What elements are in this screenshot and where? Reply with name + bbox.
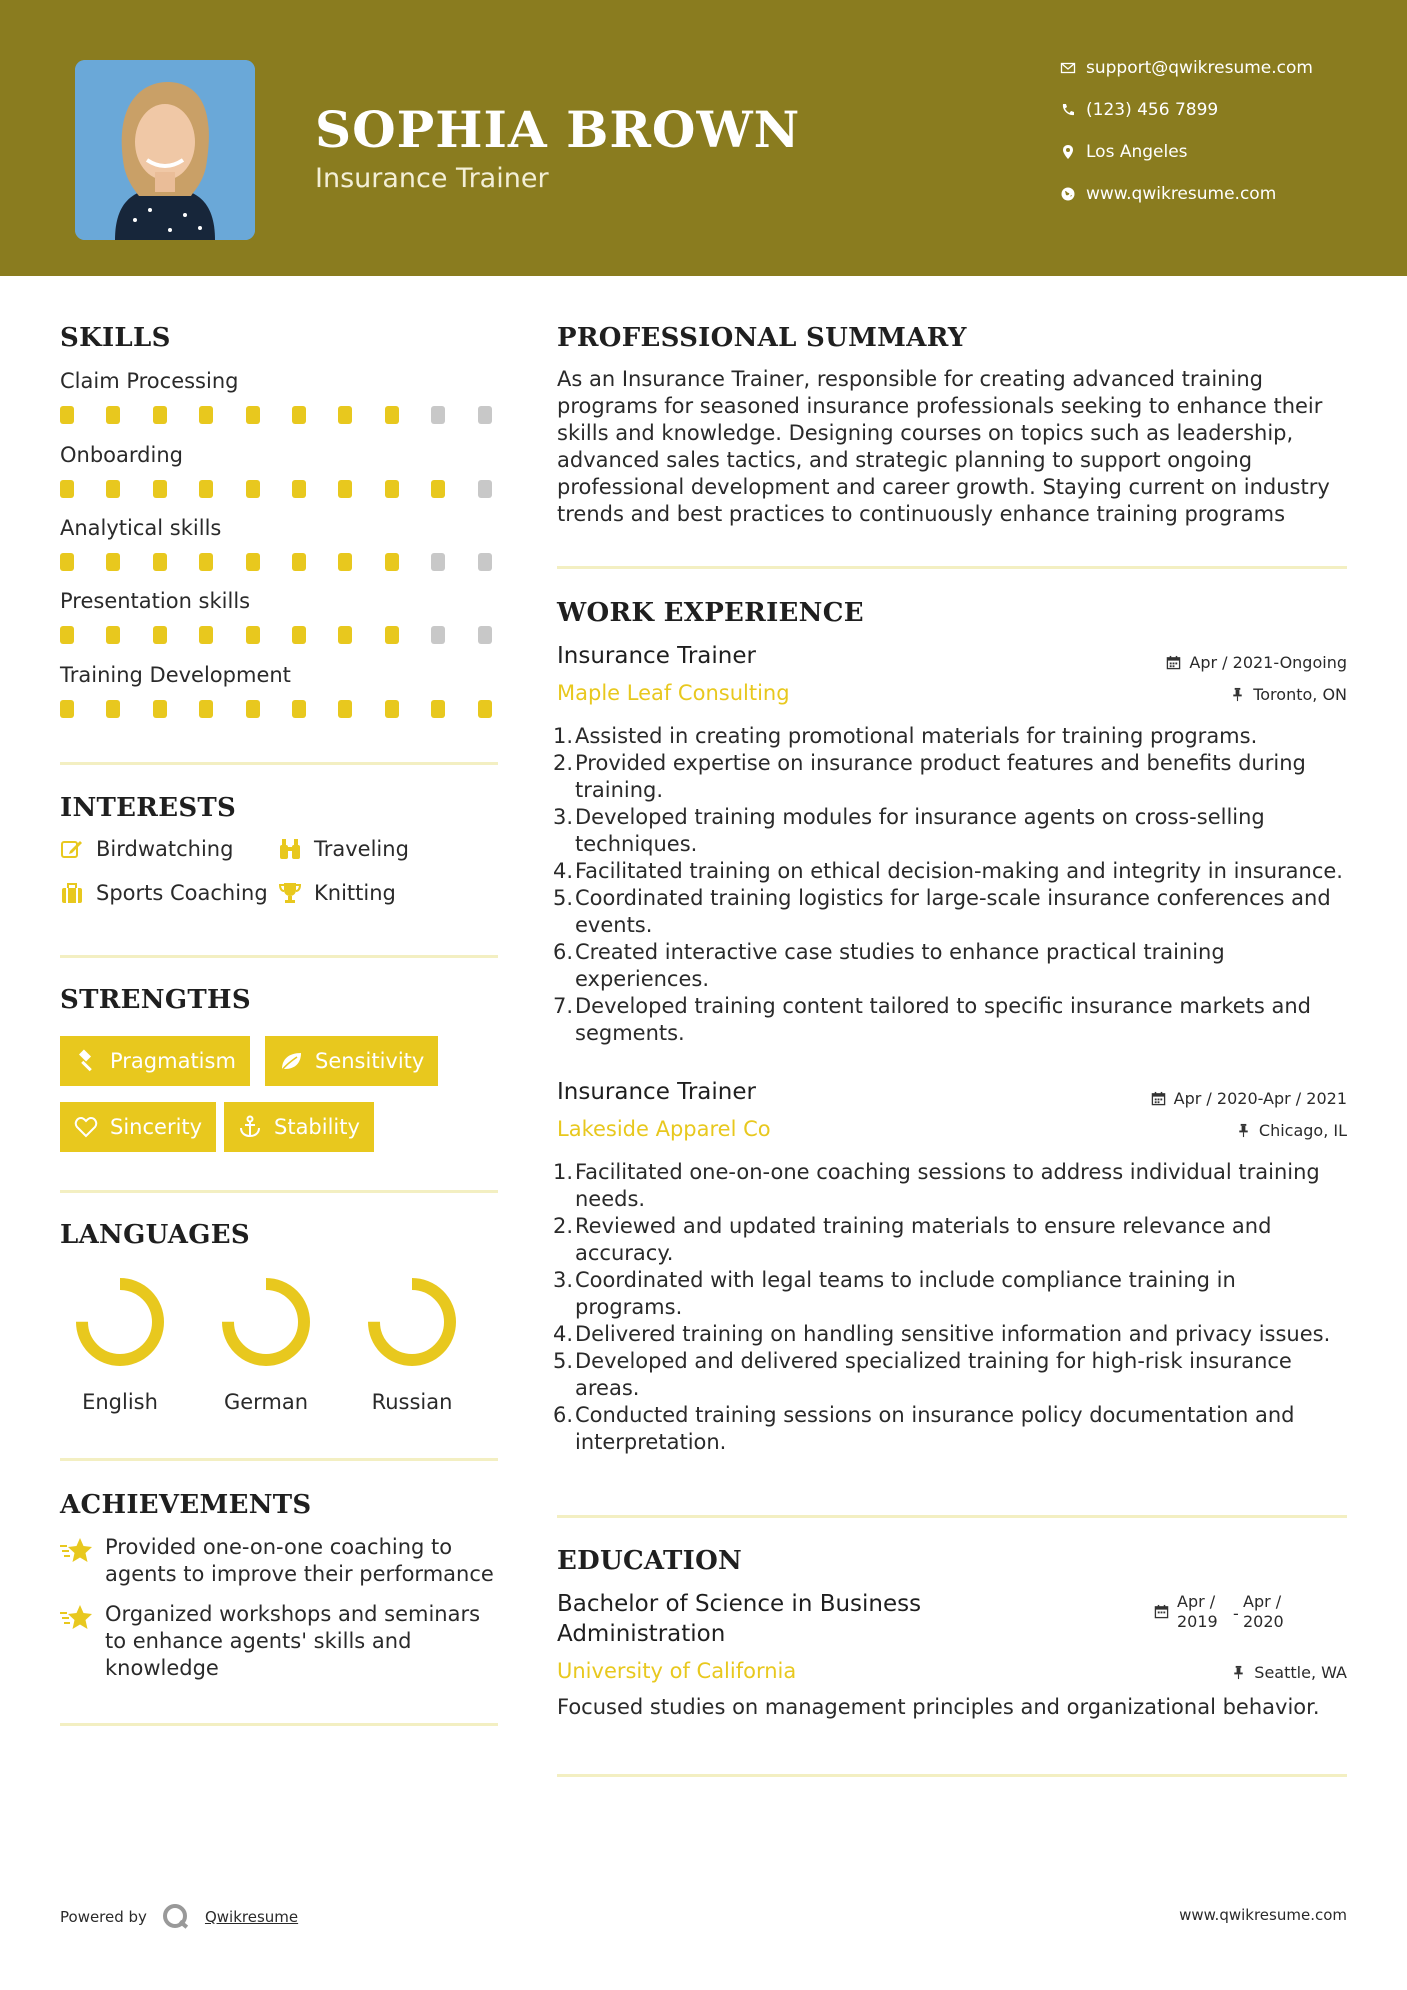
education-location: Seattle, WA	[1231, 1663, 1347, 1682]
skill-dot-empty	[431, 553, 445, 571]
skill-dot-filled	[246, 700, 260, 718]
strength-badge: Stability	[224, 1102, 374, 1152]
skill-dot-empty	[431, 406, 445, 424]
interest-item: Traveling	[278, 837, 409, 861]
skill-dot-filled	[106, 406, 120, 424]
job-bullet: Created interactive case studies to enhance practical training experiences.	[575, 940, 1225, 991]
job-bullet: Reviewed and updated training materials to ensure relevance and accuracy.	[575, 1214, 1272, 1265]
skill-dot-filled	[60, 700, 74, 718]
skill-dot-filled	[292, 626, 306, 644]
calendar-icon	[1151, 1091, 1166, 1106]
resume-header	[0, 0, 1407, 276]
skill-rating	[60, 406, 500, 426]
anchor-icon	[238, 1115, 262, 1139]
contact-phone[interactable]: (123) 456 7899	[1050, 100, 1370, 120]
degree: Bachelor of Science in Business Administration	[557, 1591, 922, 1647]
skill-rating	[60, 553, 500, 573]
skill-dot-filled	[338, 700, 352, 718]
skill-dot-filled	[153, 480, 167, 498]
contact-website[interactable]: www.qwikresume.com	[1050, 184, 1370, 204]
job-bullet: Delivered training on handling sensitive information and privacy issues.	[575, 1322, 1331, 1346]
skill-dot-filled	[246, 406, 260, 424]
calendar-icon	[1154, 1604, 1169, 1619]
language-item	[342, 1272, 482, 1414]
school: University of California	[557, 1659, 797, 1683]
skill-dot-empty	[431, 626, 445, 644]
job-bullet: Coordinated training logistics for large-scale insurance conferences and events.	[575, 886, 1331, 937]
job-bullet: Facilitated training on ethical decision-making and integrity in insurance.	[575, 859, 1343, 883]
job-dates: Apr / 2020-Apr / 2021	[1151, 1089, 1347, 1108]
skill-dot-filled	[385, 406, 399, 424]
language-level-arc	[228, 1284, 304, 1360]
skill-dot-filled	[246, 480, 260, 498]
job-company: Lakeside Apparel Co	[557, 1117, 771, 1141]
skill-rating	[60, 700, 500, 720]
skill-dot-empty	[478, 480, 492, 498]
skill-dot-filled	[338, 406, 352, 424]
star-icon	[60, 1536, 94, 1566]
skill-dot-filled	[199, 406, 213, 424]
language-ring	[70, 1272, 170, 1372]
pushpin-icon	[1236, 1123, 1251, 1138]
skill-dot-filled	[478, 700, 492, 718]
strength-badge: Sincerity	[60, 1102, 216, 1152]
skill-rating	[60, 480, 500, 500]
suitcase-icon	[60, 881, 84, 905]
job-bullet: Developed and delivered specialized training for high-risk insurance areas.	[575, 1349, 1292, 1400]
profile-photo-image	[75, 60, 255, 240]
interest-item: Sports Coaching	[60, 881, 268, 905]
skill-dot-filled	[153, 700, 167, 718]
skill-dot-filled	[385, 480, 399, 498]
experience-heading: WORK EXPERIENCE	[557, 598, 864, 628]
skill-dot-filled	[199, 700, 213, 718]
job-bullets	[557, 1159, 1347, 1456]
skill-label: Onboarding	[60, 443, 183, 467]
job-title: Insurance Trainer	[557, 643, 756, 669]
achievement-item: Provided one-on-one coaching to agents to improve their performance	[60, 1534, 500, 1588]
skill-dot-filled	[292, 480, 306, 498]
section-divider	[557, 1774, 1347, 1777]
skill-dot-filled	[246, 553, 260, 571]
candidate-name: SOPHIA BROWN	[315, 100, 801, 159]
gavel-icon	[74, 1049, 98, 1073]
job-bullet: Developed training content tailored to specific insurance markets and segments.	[575, 994, 1311, 1045]
job-bullet: Coordinated with legal teams to include compliance training in programs.	[575, 1268, 1236, 1319]
globe-icon	[1050, 186, 1086, 202]
skill-dot-filled	[106, 626, 120, 644]
skills-heading: SKILLS	[60, 323, 171, 353]
language-label: English	[82, 1390, 158, 1414]
section-divider	[557, 1515, 1347, 1518]
skill-dot-filled	[292, 406, 306, 424]
skill-label: Analytical skills	[60, 516, 222, 540]
skill-label: Claim Processing	[60, 369, 239, 393]
skill-rating	[60, 626, 500, 646]
skill-label: Presentation skills	[60, 589, 251, 613]
pushpin-icon	[1231, 1665, 1246, 1680]
skill-dot-filled	[292, 553, 306, 571]
skill-dot-empty	[478, 553, 492, 571]
summary-text: As an Insurance Trainer, responsible for creating advanced training programs for seasoned insurance professionals seeking to enhance their skills and knowledge. Designing courses on topics such as leadership, advanced sales tactics, and strategic planning to support ongoing professional development and career growth. Staying current on industry trends and best practices to continuously enhance training programs	[557, 367, 1330, 526]
language-label: Russian	[371, 1390, 453, 1414]
skill-dot-filled	[60, 406, 74, 424]
qwikresume-link[interactable]: Qwikresume	[204, 1908, 299, 1926]
contact-location: Los Angeles	[1050, 142, 1370, 162]
date-separator: -	[1233, 1604, 1239, 1623]
skill-dot-filled	[385, 626, 399, 644]
language-item	[50, 1272, 190, 1414]
phone-icon	[1050, 102, 1086, 118]
skill-dot-filled	[199, 553, 213, 571]
skill-dot-filled	[153, 406, 167, 424]
skill-dot-filled	[338, 480, 352, 498]
skill-dot-filled	[60, 480, 74, 498]
section-divider	[557, 566, 1347, 569]
languages-heading: LANGUAGES	[60, 1220, 250, 1250]
job-title: Insurance Trainer	[557, 1079, 756, 1105]
leaf-icon	[279, 1049, 303, 1073]
section-divider	[60, 1723, 498, 1726]
interest-item: Birdwatching	[60, 837, 233, 861]
language-level-arc	[82, 1284, 158, 1360]
skill-dot-filled	[385, 700, 399, 718]
footer-powered-by: Powered by Qwikresume	[60, 1902, 298, 1932]
interest-item: Knitting	[278, 881, 396, 905]
skill-dot-filled	[338, 553, 352, 571]
language-ring	[362, 1272, 462, 1372]
strength-badge: Pragmatism	[60, 1036, 250, 1086]
language-item	[196, 1272, 336, 1414]
skill-label: Training Development	[60, 663, 291, 687]
candidate-title: Insurance Trainer	[315, 163, 549, 194]
job-location: Chicago, IL	[1236, 1121, 1347, 1140]
calendar-icon	[1166, 655, 1181, 670]
skill-dot-filled	[153, 626, 167, 644]
trophy-icon	[278, 881, 302, 905]
section-divider	[60, 1190, 498, 1193]
strengths-heading: STRENGTHS	[60, 985, 251, 1015]
language-ring	[216, 1272, 316, 1372]
language-label: German	[223, 1390, 309, 1414]
pushpin-icon	[1230, 687, 1245, 702]
section-divider	[60, 955, 498, 958]
binoculars-icon	[278, 837, 302, 861]
job-bullet: Assisted in creating promotional materials for training programs.	[575, 724, 1258, 748]
skill-dot-filled	[199, 480, 213, 498]
skill-dot-filled	[431, 700, 445, 718]
heart-icon	[74, 1115, 98, 1139]
section-divider	[60, 762, 498, 765]
job-bullet: Developed training modules for insurance agents on cross-selling techniques.	[575, 805, 1265, 856]
summary-heading: PROFESSIONAL SUMMARY	[557, 323, 967, 353]
skill-dot-filled	[60, 553, 74, 571]
strength-badge: Sensitivity	[265, 1036, 438, 1086]
education-description: Focused studies on management principles and organizational behavior.	[557, 1695, 1320, 1719]
qwikresume-logo-icon	[161, 1902, 191, 1932]
skill-dot-filled	[153, 553, 167, 571]
job-location: Toronto, ON	[1230, 685, 1347, 704]
job-company: Maple Leaf Consulting	[557, 681, 790, 705]
skill-dot-empty	[478, 406, 492, 424]
skill-dot-filled	[106, 553, 120, 571]
pencil-square-icon	[60, 837, 84, 861]
education-heading: EDUCATION	[557, 1546, 743, 1576]
profile-photo	[75, 60, 255, 240]
job-bullet: Facilitated one-on-one coaching sessions to address individual training needs.	[575, 1160, 1320, 1211]
contact-email[interactable]: support@qwikresume.com	[1050, 58, 1370, 78]
footer-website[interactable]: www.qwikresume.com	[1179, 1906, 1347, 1924]
job-bullets	[557, 723, 1347, 1047]
job-bullet: Conducted training sessions on insurance policy documentation and interpretation.	[575, 1403, 1295, 1454]
achievements-heading: ACHIEVEMENTS	[60, 1490, 312, 1520]
star-icon	[60, 1603, 94, 1633]
interests-heading: INTERESTS	[60, 793, 237, 823]
section-divider	[60, 1458, 498, 1461]
job-dates: Apr / 2021-Ongoing	[1166, 653, 1347, 672]
education-dates: Apr / 2019 - Apr / 2020	[1154, 1592, 1293, 1632]
envelope-icon	[1050, 60, 1086, 76]
skill-dot-filled	[292, 700, 306, 718]
skill-dot-filled	[106, 700, 120, 718]
achievement-item: Organized workshops and seminars to enhance agents' skills and knowledge	[60, 1601, 500, 1682]
job-bullet: Provided expertise on insurance product features and benefits during training.	[575, 751, 1306, 802]
skill-dot-filled	[106, 480, 120, 498]
skill-dot-filled	[246, 626, 260, 644]
skill-dot-filled	[338, 626, 352, 644]
skill-dot-filled	[199, 626, 213, 644]
skill-dot-filled	[431, 480, 445, 498]
skill-dot-filled	[385, 553, 399, 571]
skill-dot-empty	[478, 626, 492, 644]
language-level-arc	[374, 1284, 450, 1360]
skill-dot-filled	[60, 626, 74, 644]
map-pin-icon	[1050, 144, 1086, 160]
